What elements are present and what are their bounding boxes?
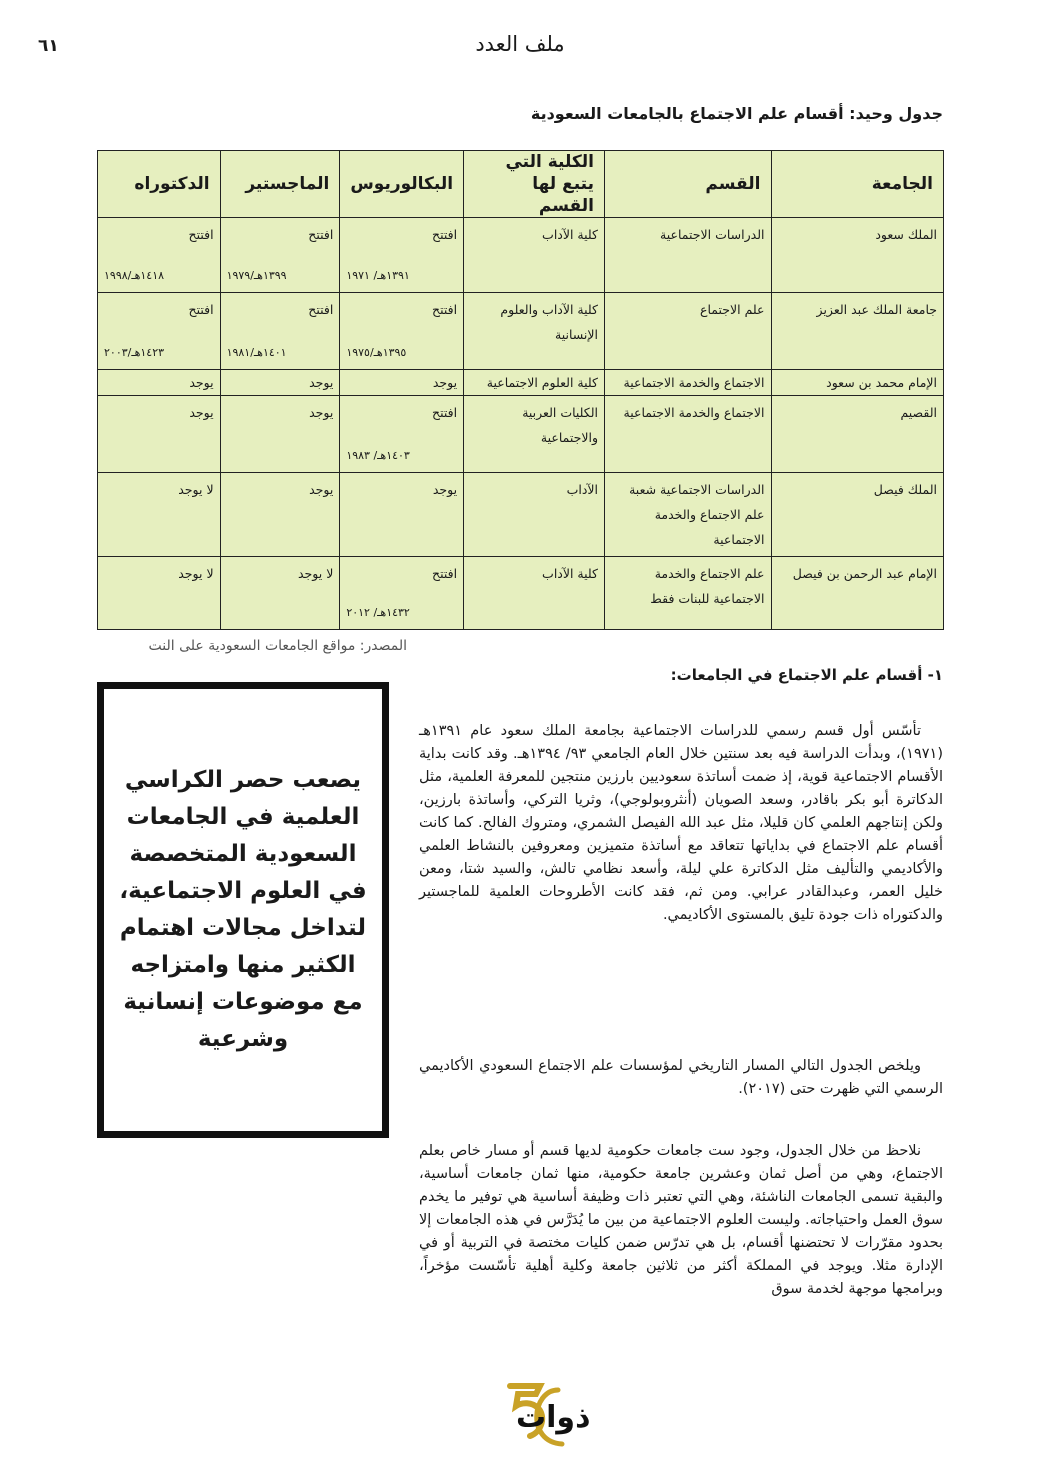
cell-bachelor xyxy=(340,293,464,370)
cell-college: كلية الآداب xyxy=(464,557,605,630)
table-header-row xyxy=(98,151,944,218)
cell-department: الاجتماع والخدمة الاجتماعية xyxy=(605,370,772,396)
magazine-logo xyxy=(470,1380,610,1455)
cell-university: جامعة الملك عبد العزيز xyxy=(771,293,944,370)
cell-year: ١٣٩١هـ/ ١٩٧١ xyxy=(346,269,410,282)
cell-college: الآداب xyxy=(464,473,605,557)
cell-status: افتتح xyxy=(188,227,214,242)
cell-department: الدراسات الاجتماعية xyxy=(605,218,772,293)
table-row xyxy=(98,473,944,557)
table-row xyxy=(98,293,944,370)
table-row xyxy=(98,396,944,473)
cell-year: ١٤١٨هـ/١٩٩٨ xyxy=(104,269,165,282)
header-master: الماجستير xyxy=(220,151,340,218)
cell-college: كلية الآداب xyxy=(464,218,605,293)
cell-master: لا يوجد xyxy=(220,557,340,630)
cell-department: علم الاجتماع xyxy=(605,293,772,370)
cell-department: الاجتماع والخدمة الاجتماعية xyxy=(605,396,772,473)
header-university: الجامعة xyxy=(771,151,944,218)
cell-year: ١٣٩٩هـ/١٩٧٩ xyxy=(226,269,287,282)
pull-quote-box xyxy=(97,682,389,1138)
header-bachelor: البكالوريوس xyxy=(340,151,464,218)
cell-college: كلية الآداب والعلوم الإنسانية xyxy=(464,293,605,370)
section-heading: ١- أقسام علم الاجتماع في الجامعات: xyxy=(670,666,943,684)
cell-university: الملك فيصل xyxy=(771,473,944,557)
cell-year: ١٤٣٢هـ/ ٢٠١٢ xyxy=(346,606,410,619)
universities-table xyxy=(97,150,944,630)
cell-doctorate: لا يوجد xyxy=(98,557,221,630)
cell-department: الدراسات الاجتماعية شعبة علم الاجتماع والخدمة الاجتماعية xyxy=(605,473,772,557)
cell-master xyxy=(220,293,340,370)
cell-year: ١٤٠٣هـ/ ١٩٨٣ xyxy=(346,449,410,462)
cell-status: افتتح xyxy=(432,302,458,317)
pull-quote-text: يصعب حصر الكراسي العلمية في الجامعات السعودية المتخصصة في العلوم الاجتماعية، لتداخل مجالات اهتمام الكثير منها وامتزاجه مع موضوعات إنسانية وشرعية xyxy=(119,767,367,1052)
body-paragraph: تأسّس أول قسم رسمي للدراسات الاجتماعية بجامعة الملك سعود عام ١٣٩١هـ (١٩٧١)، وبدأت الدراسة فيه بعد سنتين خلال العام الجامعي ٩٣/ ١٣٩٤هـ. وقد كانت بداية الأقسام الاجتماعية قوية، إذ ضمت أساتذة سعوديين بارزين منتجين للمعرفة العلمية، مثل الدكاترة أبو بكر باقادر، وسعد الصويان (أنثروبولوجي)، وثريا التركي، وأساتذة بارزين، ولكن إنتاجهم العلمي كان قليلا، مثل عبد الله الفيصل الشمري، ومتروك الفالح. كما كانت أقسام علم الاجتماع في بداياتها تتعاقد مع أساتذة متميزين ومعروفين بالنشاط العلمي والأكاديمي والتأليف مثل الدكاترة علي ليلة، وأسعد نظامي تالش، والسيد شتا، ومعن خليل العمر، وعبدالقادر عرابي. ومن ثم، فقد كانت الأطروحات العلمية للماجستير والدكتوراه ذات جودة تليق بالمستوى الأكاديمي. xyxy=(419,723,943,923)
cell-bachelor: يوجد xyxy=(340,473,464,557)
table-row xyxy=(98,370,944,396)
header-doctorate: الدكتوراه xyxy=(98,151,221,218)
cell-bachelor xyxy=(340,396,464,473)
cell-university: الإمام عبد الرحمن بن فيصل xyxy=(771,557,944,630)
cell-bachelor xyxy=(340,218,464,293)
body-paragraph: ويلخص الجدول التالي المسار التاريخي لمؤسسات علم الاجتماع السعودي الأكاديمي الرسمي التي ظهرت حتى (٢٠١٧). xyxy=(419,1058,943,1097)
cell-doctorate: لا يوجد xyxy=(98,473,221,557)
cell-year: ١٤٠١هـ/١٩٨١ xyxy=(226,346,287,359)
cell-doctorate xyxy=(98,218,221,293)
cell-department: علم الاجتماع والخدمة الاجتماعية للبنات فقط xyxy=(605,557,772,630)
header-college: الكلية التي يتبع لها القسم xyxy=(464,151,605,218)
cell-status: افتتح xyxy=(432,566,458,581)
header-department: القسم xyxy=(605,151,772,218)
cell-university: الإمام محمد بن سعود xyxy=(771,370,944,396)
cell-status: افتتح xyxy=(308,302,334,317)
cell-university: القصيم xyxy=(771,396,944,473)
cell-doctorate: يوجد xyxy=(98,370,221,396)
table-title: جدول وحيد: أقسام علم الاجتماع بالجامعات السعودية xyxy=(530,104,943,123)
table-row xyxy=(98,557,944,630)
cell-status: افتتح xyxy=(188,302,214,317)
cell-year: ١٤٢٣هـ/٢٠٠٣ xyxy=(104,346,165,359)
cell-doctorate xyxy=(98,293,221,370)
cell-college: الكليات العربية والاجتماعية xyxy=(464,396,605,473)
cell-master: يوجد xyxy=(220,473,340,557)
cell-university: الملك سعود xyxy=(771,218,944,293)
table-row xyxy=(98,218,944,293)
table-source-note: المصدر: مواقع الجامعات السعودية على النت xyxy=(148,638,407,654)
cell-master: يوجد xyxy=(220,396,340,473)
cell-year: ١٣٩٥هـ/١٩٧٥ xyxy=(346,346,407,359)
page-number: ٦١ xyxy=(38,36,59,56)
body-paragraph: نلاحظ من خلال الجدول، وجود ست جامعات حكومية لديها قسم أو مسار خاص بعلم الاجتماع، وهي من أصل ثمان وعشرين جامعة حكومية، منها ثمان جامعات أساسية، والبقية تسمى الجامعات الناشئة، وهي التي تعتبر ذات وظيفة أساسية هي توفير ما يخدم سوق العمل واحتياجاته. وليست العلوم الاجتماعية من بين ما يُدَرَّس في هذه الجامعات إلا بحدود مقرّرات لا تحتضنها أقسام، بل هي تدرّس ضمن كليات مختصة في التربية أو في الإدارة مثلا. ويوجد في المملكة أكثر من ثلاثين جامعة وكلية أهلية تأسّست مؤخراً، وبرامجها موجهة لخدمة سوق xyxy=(419,1143,943,1297)
cell-status: افتتح xyxy=(432,405,458,420)
cell-status: افتتح xyxy=(432,227,458,242)
cell-bachelor xyxy=(340,557,464,630)
cell-master xyxy=(220,218,340,293)
cell-doctorate: يوجد xyxy=(98,396,221,473)
cell-college: كلية العلوم الاجتماعية xyxy=(464,370,605,396)
section-header: ملف العدد xyxy=(475,32,565,56)
cell-master: يوجد xyxy=(220,370,340,396)
cell-status: افتتح xyxy=(308,227,334,242)
cell-bachelor: يوجد xyxy=(340,370,464,396)
logo-wordmark: ذوات xyxy=(516,1400,591,1435)
